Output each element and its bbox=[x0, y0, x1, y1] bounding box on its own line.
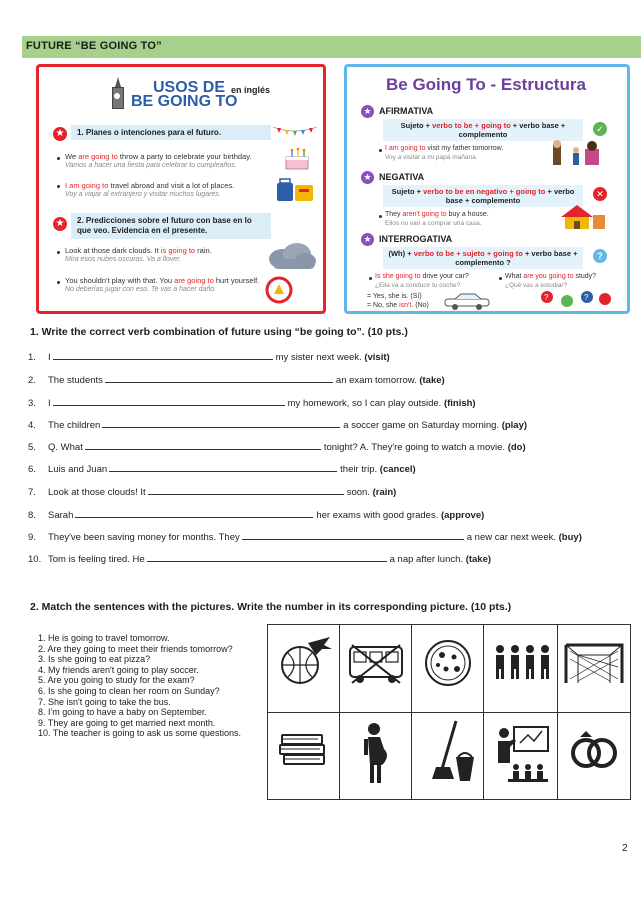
interrogativa-example1: Is she going to drive your car? ¿Ella va a conducir tu coche? bbox=[375, 273, 469, 289]
item-number: 9. bbox=[28, 532, 36, 543]
pizza-icon bbox=[412, 625, 484, 713]
picture-cell[interactable] bbox=[484, 713, 558, 799]
bullet bbox=[57, 185, 60, 188]
exercise2-list bbox=[38, 633, 258, 739]
bullet bbox=[57, 251, 60, 254]
exercise2-item: 5. Are you going to study for the exam? bbox=[38, 675, 195, 686]
picture-cell[interactable] bbox=[558, 625, 631, 713]
item-prefix: I bbox=[48, 352, 51, 363]
question-people-icon bbox=[537, 287, 617, 313]
item-verb: (cancel) bbox=[379, 464, 416, 475]
teacher-icon bbox=[484, 713, 558, 799]
item-number: 6. bbox=[28, 464, 36, 475]
picture-cell[interactable] bbox=[412, 625, 484, 713]
afirmativa-label: AFIRMATIVA bbox=[379, 106, 434, 116]
item-prefix: The children bbox=[48, 420, 101, 431]
bullet bbox=[57, 281, 60, 284]
item-suffix: a soccer game on Saturday morning. bbox=[343, 420, 500, 431]
negativa-formula: Sujeto + verbo to be en negativo + going to + verbo base + complemento bbox=[383, 185, 583, 207]
item-number: 1. bbox=[28, 352, 36, 363]
star-icon: ★ bbox=[53, 217, 67, 231]
item-verb: (play) bbox=[501, 420, 528, 431]
picture-cell[interactable] bbox=[558, 713, 631, 799]
exercise1-item bbox=[28, 553, 491, 565]
item-verb: (approve) bbox=[440, 510, 485, 521]
x-icon: ✕ bbox=[593, 187, 607, 201]
svg-text:?: ? bbox=[584, 293, 589, 302]
rings-icon bbox=[558, 713, 631, 799]
item-prefix: They've been saving money for months. They bbox=[48, 532, 240, 543]
estructura-card bbox=[344, 64, 630, 314]
usos-title-line2: BE GOING TO bbox=[131, 93, 238, 110]
bullet bbox=[379, 215, 382, 218]
exercise1-item bbox=[28, 531, 582, 543]
exercise1-item bbox=[28, 351, 390, 363]
answer-blank[interactable] bbox=[75, 509, 313, 518]
afirmativa-example: I am going to visit my father tomorrow. Voy a visitar a mi papá mañana. bbox=[385, 145, 504, 161]
item-prefix: Tom is feeling tired. He bbox=[48, 554, 145, 565]
item-suffix: their trip. bbox=[340, 464, 378, 475]
exercise1-item bbox=[28, 397, 476, 409]
danger-sign-icon bbox=[265, 275, 293, 305]
car-icon bbox=[443, 293, 491, 311]
star-icon: ★ bbox=[53, 127, 67, 141]
item-suffix: soon. bbox=[346, 487, 370, 498]
answer-blank[interactable] bbox=[53, 397, 285, 406]
answer-blank[interactable] bbox=[105, 374, 333, 383]
picture-cell[interactable] bbox=[340, 625, 412, 713]
birthday-cake-icon bbox=[283, 145, 313, 171]
item-prefix: The students bbox=[48, 375, 103, 386]
exercise2-item: 4. My friends aren't going to play soccer. bbox=[38, 664, 199, 675]
bunting-icon bbox=[271, 123, 319, 139]
page-number: 2 bbox=[622, 843, 628, 854]
picture-cell[interactable] bbox=[268, 713, 340, 799]
house-icon bbox=[557, 203, 607, 231]
section2-label: 2. Predicciones sobre el futuro con base en lo que veo. Evidencia en el presente. bbox=[71, 213, 271, 239]
exercise2-item: 2. Are they going to meet their friends tomorrow? bbox=[38, 643, 233, 654]
picture-cell[interactable] bbox=[268, 625, 340, 713]
cleaning-icon bbox=[412, 713, 484, 799]
crossed-bus-icon bbox=[340, 625, 412, 713]
item-number: 2. bbox=[28, 375, 36, 386]
s1-example2: I am going to travel abroad and visit a lot of places. Voy a viajar al extranjero y visitar muchos lugares. bbox=[65, 181, 235, 198]
answer-yes: = Yes, she is. (Sí) bbox=[367, 293, 422, 300]
exercise2-item: 3. Is she going to eat pizza? bbox=[38, 654, 151, 665]
big-ben-icon bbox=[111, 77, 125, 109]
header-bar bbox=[22, 36, 641, 58]
exercise2-item: 10. The teacher is going to ask us some questions. bbox=[38, 728, 241, 739]
item-suffix: my homework, so I can play outside. bbox=[287, 398, 442, 409]
item-prefix: Sarah bbox=[48, 510, 74, 521]
exercise2-title: 2. Match the sentences with the pictures. Write the number in its corresponding picture. (10 pts.) bbox=[30, 601, 512, 613]
star-icon: ★ bbox=[361, 233, 374, 246]
picture-cell[interactable] bbox=[484, 625, 558, 713]
exercise2-item: 6. Is she going to clean her room on Sunday? bbox=[38, 685, 220, 696]
s2-example1: Look at those dark clouds. It is going to rain. Mira esos nubes oscuras. Va a llover. bbox=[65, 246, 212, 263]
exercise1-title: 1. Write the correct verb combination of future using “be going to”. (10 pts.) bbox=[30, 326, 408, 338]
exercise1-item bbox=[28, 419, 527, 431]
group-icon bbox=[484, 625, 558, 713]
answer-blank[interactable] bbox=[85, 441, 321, 450]
bullet bbox=[379, 149, 382, 152]
item-number: 3. bbox=[28, 398, 36, 409]
s2-example2: You shouldn't play with that. You are going to hurt yourself. No deberías jugar con eso. Te vas a hacer daño. bbox=[65, 276, 260, 293]
father-son-icon bbox=[545, 139, 609, 169]
item-verb: (do) bbox=[507, 442, 526, 453]
interrogativa-label: INTERROGATIVA bbox=[379, 234, 453, 244]
interrogativa-example2: What are you going to study? ¿Qué vas a estudiar? bbox=[505, 273, 597, 289]
item-prefix: Luis and Juan bbox=[48, 464, 108, 475]
usos-card bbox=[36, 64, 326, 314]
globe-plane-icon bbox=[268, 625, 340, 713]
bullet bbox=[499, 277, 502, 280]
pregnant-woman-icon bbox=[340, 713, 412, 799]
star-icon: ★ bbox=[361, 171, 374, 184]
item-prefix: I bbox=[48, 398, 51, 409]
exercise1-item bbox=[28, 486, 396, 498]
star-icon: ★ bbox=[361, 105, 374, 118]
exercise2-item: 8. I'm going to have a baby on September. bbox=[38, 707, 207, 718]
item-verb: (finish) bbox=[443, 398, 476, 409]
usos-title-en: en inglés bbox=[231, 85, 271, 95]
svg-text:?: ? bbox=[544, 293, 549, 302]
soccer-goal-icon bbox=[558, 625, 631, 713]
exercise2-item: 7. She isn't going to take the bus. bbox=[38, 696, 171, 707]
bullet bbox=[369, 277, 372, 280]
exercise2-item: 1. He is going to travel tomorrow. bbox=[38, 633, 170, 643]
travel-icon bbox=[273, 175, 317, 203]
item-suffix: my sister next week. bbox=[275, 352, 362, 363]
exercise2-item: 9. They are going to get married next month. bbox=[38, 717, 216, 728]
header-title: FUTURE “BE GOING TO” bbox=[26, 40, 162, 52]
question-icon: ? bbox=[593, 249, 607, 263]
section1-label: 1. Planes o intenciones para el futuro. bbox=[71, 125, 271, 140]
item-verb: (take) bbox=[419, 375, 445, 386]
item-number: 7. bbox=[28, 487, 36, 498]
answer-blank[interactable] bbox=[242, 531, 464, 540]
check-icon: ✓ bbox=[593, 122, 607, 136]
item-number: 4. bbox=[28, 420, 36, 431]
item-number: 8. bbox=[28, 510, 36, 521]
answer-blank[interactable] bbox=[102, 419, 340, 428]
item-number: 5. bbox=[28, 442, 36, 453]
estructura-title: Be Going To - Estructura bbox=[386, 75, 586, 94]
answer-blank[interactable] bbox=[53, 351, 273, 360]
dark-cloud-icon bbox=[263, 239, 319, 273]
item-verb: (rain) bbox=[372, 487, 397, 498]
item-suffix: a nap after lunch. bbox=[389, 554, 464, 565]
item-suffix: a new car next week. bbox=[466, 532, 556, 543]
item-prefix: Q. What bbox=[48, 442, 83, 453]
exercise1-item bbox=[28, 509, 484, 521]
item-prefix: Look at those clouds! It bbox=[48, 487, 146, 498]
item-verb: (buy) bbox=[558, 532, 582, 543]
item-verb: (take) bbox=[465, 554, 492, 565]
exercise1-item bbox=[28, 463, 416, 475]
picture-grid bbox=[267, 624, 631, 800]
item-suffix: tonight? A. They're going to watch a movie. bbox=[323, 442, 506, 453]
negativa-label: NEGATIVA bbox=[379, 172, 425, 182]
bullet bbox=[57, 157, 60, 160]
books-icon bbox=[268, 713, 340, 799]
s1-example1: We are going to throw a party to celebrate your birthday. Vamos a hacer una fiesta para celebrar tu cumpleaños. bbox=[65, 152, 252, 169]
negativa-example: They aren't going to buy a house. Ellos no van a comprar una casa. bbox=[385, 211, 489, 227]
interrogativa-formula: (Wh) + verbo to be + sujeto + going to + verbo base + complemento ? bbox=[383, 247, 583, 269]
answer-blank[interactable] bbox=[109, 463, 337, 472]
exercise1-item bbox=[28, 374, 445, 386]
usos-title-line1: USOS DE bbox=[153, 79, 226, 96]
picture-cell[interactable] bbox=[340, 713, 412, 799]
item-number: 10. bbox=[28, 554, 42, 565]
answer-blank[interactable] bbox=[147, 553, 387, 562]
exercise1-item bbox=[28, 441, 526, 453]
picture-cell[interactable] bbox=[412, 713, 484, 799]
afirmativa-formula: Sujeto + verbo to be + going to + verbo base + complemento bbox=[383, 119, 583, 141]
item-verb: (visit) bbox=[364, 352, 390, 363]
item-suffix: an exam tomorrow. bbox=[335, 375, 417, 386]
item-suffix: her exams with good grades. bbox=[316, 510, 439, 521]
answer-blank[interactable] bbox=[148, 486, 344, 495]
answer-no: = No, she isn't. (No) bbox=[367, 302, 429, 309]
